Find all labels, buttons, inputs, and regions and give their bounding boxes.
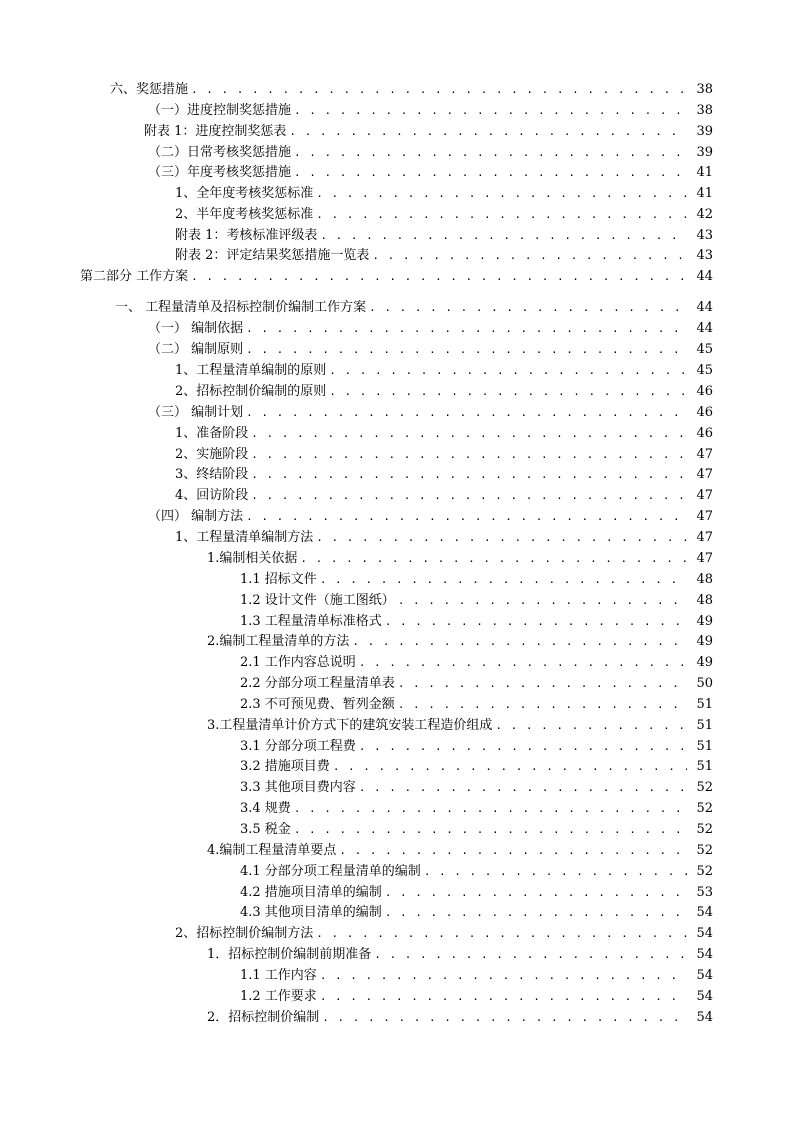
toc-entry-title: 4、回访阶段 — [175, 488, 249, 503]
toc-entry-page: 51 — [696, 739, 713, 754]
toc-leader — [246, 342, 687, 358]
toc-entry[interactable] — [144, 120, 713, 140]
toc-entry[interactable] — [175, 359, 713, 379]
toc-entry-title: 1.编制相关依据 — [207, 551, 298, 566]
toc-entry-title: 3.1 分部分项工程费 — [240, 739, 356, 754]
toc-entry-title: 3.2 措施项目费 — [240, 759, 330, 774]
toc-entry-page: 44 — [696, 269, 713, 284]
toc-entry-title: 3、终结阶段 — [175, 467, 249, 482]
toc-entry-page: 53 — [696, 885, 713, 900]
toc-entry-page: 52 — [696, 801, 713, 816]
toc-entry-title: 1.2 设计文件（施工图纸） — [240, 593, 395, 608]
toc-entry-title: 2、招标控制价编制的原则 — [175, 384, 327, 399]
toc-entry-title: 第二部分 工作方案 — [80, 269, 189, 284]
toc-entry-title: 附表 2：评定结果奖惩措施一览表 — [175, 248, 370, 263]
toc-leader — [398, 593, 687, 609]
toc-entry[interactable] — [175, 526, 713, 546]
toc-entry[interactable] — [80, 265, 713, 285]
toc-entry[interactable] — [175, 224, 713, 244]
toc-entry-title: 1.2 工作要求 — [240, 989, 317, 1004]
toc-entry-page: 54 — [696, 1010, 713, 1025]
toc-entry[interactable] — [240, 901, 713, 921]
toc-entry-title: 2、招标控制价编制方法 — [175, 926, 314, 941]
toc-entry-title: 2.3 不可预见费、暂列金额 — [240, 697, 395, 712]
toc-entry-page: 39 — [696, 124, 713, 139]
toc-leader — [294, 822, 687, 838]
toc-entry-title: 附表 1：进度控制奖惩表 — [144, 124, 287, 139]
toc-entry-page: 49 — [696, 634, 713, 649]
toc-entry-title: 3.工程量清单计价方式下的建筑安装工程造价组成 — [207, 718, 493, 733]
toc-leader — [300, 551, 687, 567]
toc-entry[interactable] — [175, 484, 713, 504]
toc-entry-title: 1、准备阶段 — [175, 426, 249, 441]
toc-entry[interactable] — [148, 505, 713, 525]
toc-entry[interactable] — [175, 422, 713, 442]
toc-entry-title: 1．招标控制价编制前期准备 — [207, 947, 372, 962]
toc-entry[interactable] — [115, 296, 713, 316]
toc-entry-page: 46 — [696, 384, 713, 399]
toc-entry[interactable] — [240, 735, 713, 755]
toc-entry[interactable] — [175, 244, 713, 264]
toc-entry-page: 52 — [696, 864, 713, 879]
toc-leader — [385, 614, 687, 630]
toc-entry-title: （四） 编制方法 — [148, 509, 244, 524]
toc-entry[interactable] — [175, 203, 713, 223]
toc-entry-page: 47 — [696, 447, 713, 462]
toc-entry-title: 2、半年度考核奖惩标准 — [175, 207, 314, 222]
toc-entry[interactable] — [175, 463, 713, 483]
toc-entry[interactable] — [207, 943, 713, 963]
toc-leader — [359, 655, 687, 671]
toc-entry[interactable] — [240, 985, 713, 1005]
toc-leader — [294, 165, 687, 181]
toc-entry[interactable] — [148, 99, 713, 119]
toc-entry[interactable] — [207, 714, 713, 734]
toc-leader — [320, 572, 687, 588]
toc-entry-title: 1.1 工作内容 — [240, 968, 317, 983]
toc-entry-title: 4.1 分部分项工程量清单的编制 — [240, 864, 421, 879]
toc-entry[interactable] — [207, 630, 713, 650]
toc-entry[interactable] — [240, 881, 713, 901]
toc-entry[interactable] — [240, 818, 713, 838]
toc-entry-title: 1、工程量清单编制方法 — [175, 530, 314, 545]
toc-leader — [329, 363, 687, 379]
toc-leader — [316, 530, 687, 546]
toc-entry[interactable] — [240, 860, 713, 880]
toc-entry-title: 2、实施阶段 — [175, 447, 249, 462]
toc-entry-title: 4.编制工程量清单要点 — [207, 843, 337, 858]
toc-entry-title: （二）日常考核奖惩措施 — [148, 145, 292, 160]
toc-entry-page: 44 — [696, 321, 713, 336]
toc-entry[interactable] — [148, 161, 713, 181]
toc-entry-page: 46 — [696, 426, 713, 441]
toc-leader — [251, 488, 687, 504]
toc-leader — [316, 186, 687, 202]
toc-entry-title: 1.1 招标文件 — [240, 572, 317, 587]
toc-entry[interactable] — [175, 922, 713, 942]
toc-entry-page: 41 — [696, 165, 713, 180]
toc-leader — [294, 145, 687, 161]
toc-entry-page: 49 — [696, 614, 713, 629]
toc-leader — [251, 447, 687, 463]
toc-entry-page: 47 — [696, 488, 713, 503]
toc-leader — [359, 739, 687, 755]
toc-leader — [320, 968, 687, 984]
toc-entry-page: 43 — [696, 228, 713, 243]
toc-leader — [191, 82, 687, 98]
toc-entry-page: 50 — [696, 676, 713, 691]
toc-leader — [359, 780, 687, 796]
toc-entry-page: 54 — [696, 947, 713, 962]
toc-entry-title: 1、工程量清单编制的原则 — [175, 363, 327, 378]
toc-entry-page: 54 — [696, 926, 713, 941]
toc-entry[interactable] — [207, 839, 713, 859]
toc-entry[interactable] — [148, 317, 713, 337]
toc-entry-title: （二） 编制原则 — [148, 342, 244, 357]
toc-entry-page: 48 — [696, 593, 713, 608]
toc-leader — [495, 718, 687, 734]
toc-leader — [398, 676, 687, 692]
toc-entry-title: 3.4 规费 — [240, 801, 291, 816]
toc-entry[interactable] — [240, 776, 713, 796]
toc-entry[interactable] — [175, 182, 713, 202]
toc-leader — [320, 228, 687, 244]
toc-entry[interactable] — [240, 755, 713, 775]
toc-entry-page: 39 — [696, 145, 713, 160]
toc-entry[interactable] — [175, 380, 713, 400]
toc-leader — [424, 864, 687, 880]
toc-entry-page: 47 — [696, 467, 713, 482]
toc-entry-page: 41 — [696, 186, 713, 201]
toc-leader — [374, 947, 687, 963]
toc-entry-page: 43 — [696, 248, 713, 263]
toc-entry-page: 38 — [696, 103, 713, 118]
toc-entry-title: （三） 编制计划 — [148, 405, 244, 420]
toc-leader — [246, 321, 687, 337]
toc-entry-page: 52 — [696, 780, 713, 795]
toc-entry-page: 47 — [696, 551, 713, 566]
toc-entry-title: （一） 编制依据 — [148, 321, 244, 336]
toc-leader — [294, 103, 687, 119]
toc-entry-page: 48 — [696, 572, 713, 587]
toc-leader — [246, 405, 687, 421]
toc-entry-page: 54 — [696, 905, 713, 920]
toc-entry-page: 51 — [696, 697, 713, 712]
toc-leader — [322, 1010, 687, 1026]
toc-entry[interactable] — [175, 443, 713, 463]
toc-entry-title: 1、全年度考核奖惩标准 — [175, 186, 314, 201]
toc-entry[interactable] — [240, 589, 713, 609]
toc-leader — [246, 509, 687, 525]
toc-leader — [251, 426, 687, 442]
toc-leader — [251, 467, 687, 483]
toc-entry-title: 4.3 其他项目清单的编制 — [240, 905, 382, 920]
toc-entry-title: 2．招标控制价编制 — [207, 1010, 320, 1025]
toc-entry-page: 46 — [696, 405, 713, 420]
toc-leader — [352, 634, 687, 650]
toc-entry-page: 51 — [696, 759, 713, 774]
toc-entry-title: （一）进度控制奖惩措施 — [148, 103, 292, 118]
toc-leader — [329, 384, 687, 400]
toc-entry-page: 44 — [696, 300, 713, 315]
toc-leader — [191, 269, 687, 285]
toc-entry-page: 47 — [696, 509, 713, 524]
toc-entry-title: （三）年度考核奖惩措施 — [148, 165, 292, 180]
toc-entry[interactable] — [240, 964, 713, 984]
toc-leader — [316, 926, 687, 942]
toc-entry-title: 4.2 措施项目清单的编制 — [240, 885, 382, 900]
toc-entry-page: 54 — [696, 989, 713, 1004]
toc-entry[interactable] — [148, 401, 713, 421]
toc-leader — [294, 801, 687, 817]
toc-entry-title: 附表 1：考核标准评级表 — [175, 228, 318, 243]
toc-entry-title: 六、奖惩措施 — [110, 82, 189, 97]
toc-entry-page: 42 — [696, 207, 713, 222]
toc-leader — [316, 207, 687, 223]
toc-entry[interactable] — [240, 651, 713, 671]
toc-leader — [385, 885, 687, 901]
toc-leader — [320, 989, 687, 1005]
toc-entry-title: 1.3 工程量清单标准格式 — [240, 614, 382, 629]
toc-entry-page: 47 — [696, 530, 713, 545]
toc-entry[interactable] — [207, 1006, 713, 1026]
toc-entry-page: 51 — [696, 718, 713, 733]
toc-leader — [289, 124, 687, 140]
toc-entry-title: 3.3 其他项目费内容 — [240, 780, 356, 795]
toc-entry[interactable] — [207, 547, 713, 567]
toc-entry-page: 38 — [696, 82, 713, 97]
toc-entry[interactable] — [240, 693, 713, 713]
toc-entry-page: 49 — [696, 655, 713, 670]
toc-leader — [385, 905, 687, 921]
toc-entry-page: 54 — [696, 968, 713, 983]
toc-leader — [398, 697, 687, 713]
toc-entry-page: 52 — [696, 843, 713, 858]
toc-entry[interactable] — [148, 338, 713, 358]
toc-leader — [339, 843, 687, 859]
toc-entry-page: 45 — [696, 342, 713, 357]
toc-entry-title: 2.1 工作内容总说明 — [240, 655, 356, 670]
toc-leader — [333, 759, 687, 775]
toc-entry[interactable] — [110, 78, 713, 98]
toc-entry-title: 2.编制工程量清单的方法 — [207, 634, 350, 649]
toc-entry[interactable] — [240, 610, 713, 630]
toc-entry-page: 52 — [696, 822, 713, 837]
toc-entry[interactable] — [148, 141, 713, 161]
toc-entry[interactable] — [240, 797, 713, 817]
toc-entry-title: 一、 工程量清单及招标控制价编制工作方案 — [115, 300, 367, 315]
toc-entry[interactable] — [240, 568, 713, 588]
toc-entry-title: 2.2 分部分项工程量清单表 — [240, 676, 395, 691]
toc-entry-title: 3.5 税金 — [240, 822, 291, 837]
toc-entry-page: 45 — [696, 363, 713, 378]
toc-leader — [369, 300, 687, 316]
toc-entry[interactable] — [240, 672, 713, 692]
toc-leader — [372, 248, 687, 264]
